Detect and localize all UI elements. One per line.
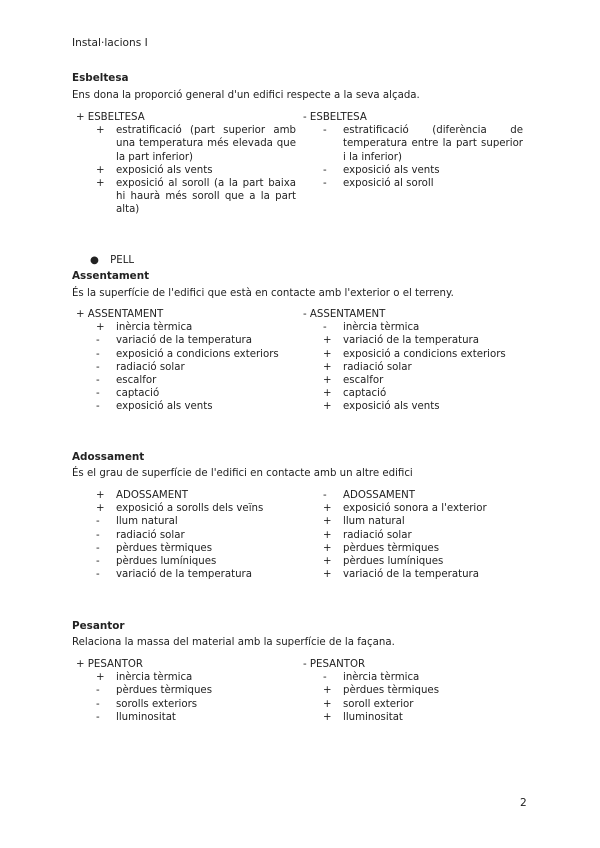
- list-marker: +: [96, 178, 105, 189]
- list-marker: +: [323, 556, 332, 568]
- list-marker: +: [323, 348, 332, 360]
- list-item: [76, 711, 296, 724]
- list-item-text: inèrcia tèrmica: [116, 322, 193, 334]
- list-item-text: llum natural: [116, 516, 178, 528]
- list-heading: - PESANTOR: [303, 659, 366, 670]
- list-adossament-plus: [76, 489, 296, 581]
- list-item-text: radiació solar: [116, 529, 185, 541]
- list-marker: -: [323, 322, 327, 334]
- list-marker: +: [323, 388, 332, 400]
- list-item-text: variació de la temperatura: [116, 569, 252, 581]
- list-marker: +: [96, 125, 105, 137]
- list-assentament-plus: [76, 308, 296, 414]
- list-item-text: exposició a condicions exteriors: [116, 348, 279, 360]
- list-item: [76, 177, 296, 217]
- list-item: [76, 515, 296, 528]
- list-item-text: pèrdues tèrmiques: [343, 685, 440, 697]
- list-heading: + ESBELTESA: [76, 112, 145, 123]
- list-item-text: variació de la temperatura: [343, 335, 479, 347]
- list-item-text: radiació solar: [116, 361, 185, 373]
- list-marker: +: [323, 375, 332, 386]
- list-item-text: exposició al soroll (a la part baixa hi haurà més soroll que a la part alta): [116, 178, 296, 216]
- list-item: [303, 374, 523, 387]
- list-marker: +: [323, 698, 332, 710]
- list-item-text: estratificació (part superior amb una temperatura més elevada que la part inferior): [116, 125, 296, 163]
- list-marker: -: [96, 542, 100, 554]
- page-header: Instal·lacions I: [72, 37, 148, 49]
- list-item: [76, 164, 296, 177]
- list-heading: - ASSENTAMENT: [303, 309, 386, 320]
- list-item-text: exposició a sorolls dels veïns: [116, 503, 264, 515]
- list-item-text: escalfor: [116, 375, 157, 386]
- list-item-text: radiació solar: [343, 361, 412, 373]
- list-item: [76, 529, 296, 542]
- list-item: [76, 671, 296, 684]
- section-title-pesantor: Pesantor: [72, 620, 125, 632]
- section-desc-adossament: És el grau de superfície de l'edifici en contacte amb un altre edifici: [72, 468, 413, 479]
- section-desc-esbeltesa: Ens dona la proporció general d'un edifici respecte a la seva alçada.: [72, 90, 420, 101]
- list-item: [303, 361, 523, 374]
- list-marker: +: [323, 685, 332, 697]
- list-item: [303, 124, 523, 164]
- list-marker: -: [96, 335, 100, 347]
- list-item: [303, 321, 523, 334]
- list-item: [76, 321, 296, 334]
- list-marker: +: [323, 401, 332, 413]
- list-marker: -: [96, 401, 100, 413]
- list-marker: -: [96, 711, 100, 723]
- list-item: [303, 671, 523, 684]
- list-esbeltesa-plus: [76, 111, 296, 217]
- list-marker: +: [96, 503, 105, 515]
- list-item: [76, 502, 296, 515]
- section-title-esbeltesa: Esbeltesa: [72, 72, 129, 84]
- section-title-assentament: Assentament: [72, 270, 150, 282]
- list-item-text: exposició als vents: [343, 164, 440, 176]
- list-marker: -: [323, 164, 327, 176]
- list-item: [303, 711, 523, 724]
- list-item: [303, 489, 523, 502]
- bullet-label: PELL: [110, 255, 135, 266]
- list-item: [303, 698, 523, 711]
- list-item-text: lluminositat: [343, 711, 403, 723]
- list-item-text: captació: [116, 388, 160, 400]
- list-marker: +: [323, 711, 332, 723]
- list-item: [76, 542, 296, 555]
- list-heading: - ESBELTESA: [303, 112, 367, 123]
- list-item: [76, 387, 296, 400]
- list-marker: -: [96, 529, 100, 541]
- list-item: [76, 361, 296, 374]
- list-item: [303, 164, 523, 177]
- list-item-text: ADOSSAMENT: [343, 490, 415, 501]
- list-item: [303, 387, 523, 400]
- list-item-text: inèrcia tèrmica: [343, 322, 420, 334]
- list-item-text: estratificació (diferència de temperatura entre la part superior i la inferior): [343, 125, 523, 163]
- list-marker: +: [323, 529, 332, 541]
- list-item: [76, 555, 296, 568]
- list-item-text: ADOSSAMENT: [116, 490, 188, 501]
- list-marker: +: [323, 542, 332, 554]
- list-marker: +: [323, 503, 332, 515]
- list-assentament-minus: [303, 308, 523, 414]
- list-marker: +: [96, 164, 105, 176]
- bullet-icon: ●: [90, 255, 99, 266]
- list-item: [303, 348, 523, 361]
- list-esbeltesa-minus: [303, 111, 523, 190]
- list-pesantor-minus: [303, 658, 523, 724]
- list-item: [76, 684, 296, 697]
- list-item-text: sorolls exteriors: [116, 698, 198, 710]
- list-item: [303, 400, 523, 413]
- list-item-text: pèrdues tèrmiques: [116, 542, 213, 554]
- list-item-text: lluminositat: [116, 711, 176, 723]
- section-desc-assentament: És la superfície de l'edifici que està en contacte amb l'exterior o el terreny.: [72, 288, 454, 299]
- list-item-text: variació de la temperatura: [116, 335, 252, 347]
- list-marker: +: [96, 490, 105, 501]
- list-item: [76, 400, 296, 413]
- list-item-text: pèrdues lumíniques: [116, 556, 217, 568]
- list-marker: -: [96, 556, 100, 568]
- list-item: [76, 489, 296, 502]
- list-item: [303, 515, 523, 528]
- section-desc-pesantor: Relaciona la massa del material amb la superfície de la façana.: [72, 637, 395, 648]
- list-marker: +: [323, 516, 332, 528]
- list-marker: +: [96, 672, 105, 684]
- list-item: [76, 348, 296, 361]
- list-item-text: exposició al soroll: [343, 178, 434, 189]
- list-item: [303, 502, 523, 515]
- list-marker: +: [96, 322, 105, 334]
- list-item-text: variació de la temperatura: [343, 569, 479, 581]
- list-item: [76, 124, 296, 164]
- list-marker: -: [323, 125, 327, 137]
- list-item-text: pèrdues lumíniques: [343, 556, 444, 568]
- section-title-adossament: Adossament: [72, 451, 145, 463]
- list-marker: -: [96, 361, 100, 373]
- list-item: [303, 555, 523, 568]
- list-pesantor-plus: [76, 658, 296, 724]
- list-marker: -: [96, 348, 100, 360]
- list-item: [303, 334, 523, 347]
- list-item-text: exposició als vents: [116, 164, 213, 176]
- list-item-text: captació: [343, 388, 387, 400]
- list-marker: -: [323, 178, 327, 189]
- list-marker: +: [323, 361, 332, 373]
- list-adossament-minus: [303, 489, 523, 581]
- list-item-text: exposició a condicions exteriors: [343, 348, 506, 360]
- list-item-text: pèrdues tèrmiques: [116, 685, 213, 697]
- bullet-pell: [90, 254, 134, 267]
- list-marker: -: [96, 388, 100, 400]
- list-marker: -: [96, 698, 100, 710]
- list-marker: -: [96, 375, 100, 386]
- list-marker: -: [323, 672, 327, 684]
- list-marker: -: [96, 685, 100, 697]
- list-item-text: exposició als vents: [343, 401, 440, 413]
- list-item-text: inèrcia tèrmica: [343, 672, 420, 684]
- page-number: 2: [520, 797, 527, 809]
- list-item-text: escalfor: [343, 375, 384, 386]
- list-item: [303, 568, 523, 581]
- list-item: [76, 334, 296, 347]
- list-marker: -: [323, 490, 327, 501]
- list-item: [303, 684, 523, 697]
- list-item-text: soroll exterior: [343, 698, 414, 710]
- list-marker: +: [323, 335, 332, 347]
- list-marker: -: [96, 569, 100, 581]
- list-item: [76, 698, 296, 711]
- list-item: [303, 529, 523, 542]
- list-heading: + ASSENTAMENT: [76, 309, 164, 320]
- list-heading: + PESANTOR: [76, 659, 143, 670]
- list-marker: +: [323, 569, 332, 581]
- list-item: [76, 374, 296, 387]
- list-item-text: exposició als vents: [116, 401, 213, 413]
- list-item-text: radiació solar: [343, 529, 412, 541]
- list-item: [76, 568, 296, 581]
- list-item: [303, 542, 523, 555]
- list-marker: -: [96, 516, 100, 528]
- list-item-text: inèrcia tèrmica: [116, 672, 193, 684]
- list-item: [303, 177, 523, 190]
- list-item-text: exposició sonora a l'exterior: [343, 503, 487, 515]
- list-item-text: pèrdues tèrmiques: [343, 542, 440, 554]
- list-item-text: llum natural: [343, 516, 405, 528]
